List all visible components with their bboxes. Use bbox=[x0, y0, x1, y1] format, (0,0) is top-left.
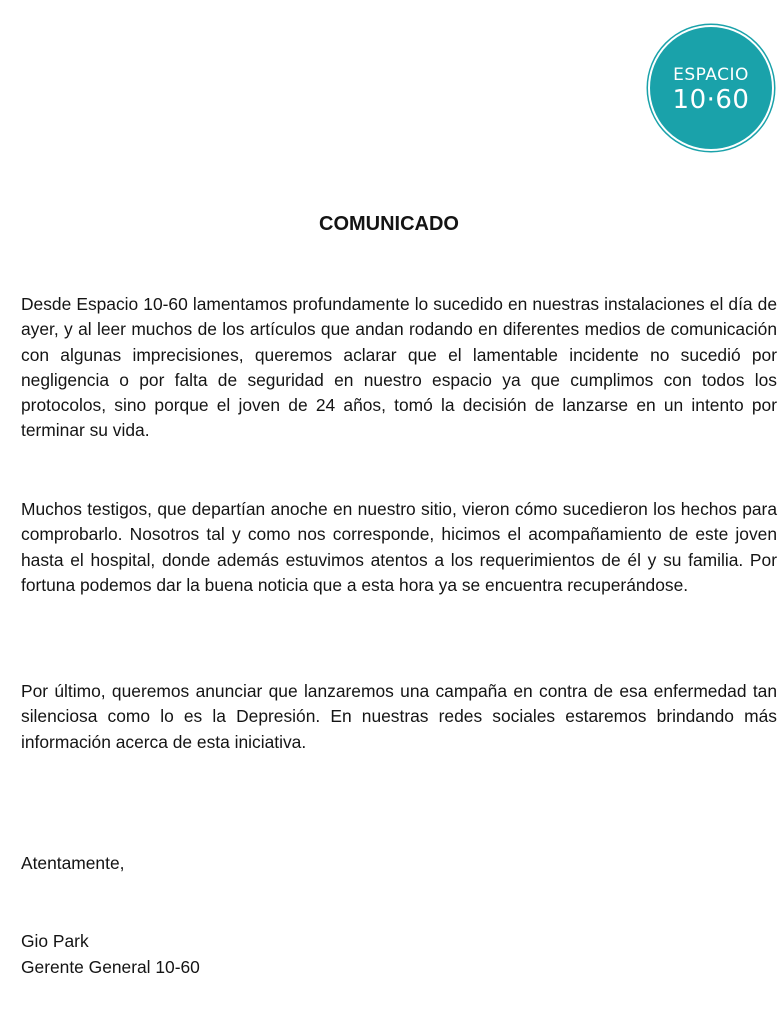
closing-salutation: Atentamente, bbox=[21, 853, 125, 873]
signature-name: Gio Park bbox=[21, 931, 89, 951]
paragraph-incident: Desde Espacio 10-60 lamentamos profundamente lo sucedido en nuestras instalaciones el día de ayer, y al leer muchos de los artículos que andan rodando en diferentes medios de comunicación con algunas imprecisiones, queremos aclarar que el lamentable incidente no sucedió por negligencia o por falta de seguridad en nuestro espacio ya que cumplimos con todos los protocolos, sino porque el joven de 24 años, tomó la decisión de lanzarse en un intento por terminar su vida. bbox=[21, 294, 777, 441]
document-title: COMUNICADO bbox=[319, 213, 459, 235]
logo-text-number: 10·60 bbox=[672, 85, 750, 115]
logo-text-espacio: ESPACIO bbox=[673, 65, 749, 85]
paragraph-witnesses: Muchos testigos, que departían anoche en nuestro sitio, vieron cómo sucedieron los hechos para comprobarlo. Nosotros tal y como nos corresponde, hicimos el acompañamiento de este joven hasta el hospital, donde además estuvimos atentos a los requerimientos de él y su familia. Por fortuna podemos dar la buena noticia que a esta hora ya se encuentra recuperándose. bbox=[21, 499, 777, 595]
signature-role: Gerente General 10-60 bbox=[21, 957, 200, 977]
espacio-1060-logo bbox=[648, 25, 774, 151]
paragraph-campaign: Por último, queremos anunciar que lanzaremos una campaña en contra de esa enfermedad tan silenciosa como lo es la Depresión. En nuestras redes sociales estaremos brindando más información acerca de esta iniciativa. bbox=[21, 681, 777, 752]
